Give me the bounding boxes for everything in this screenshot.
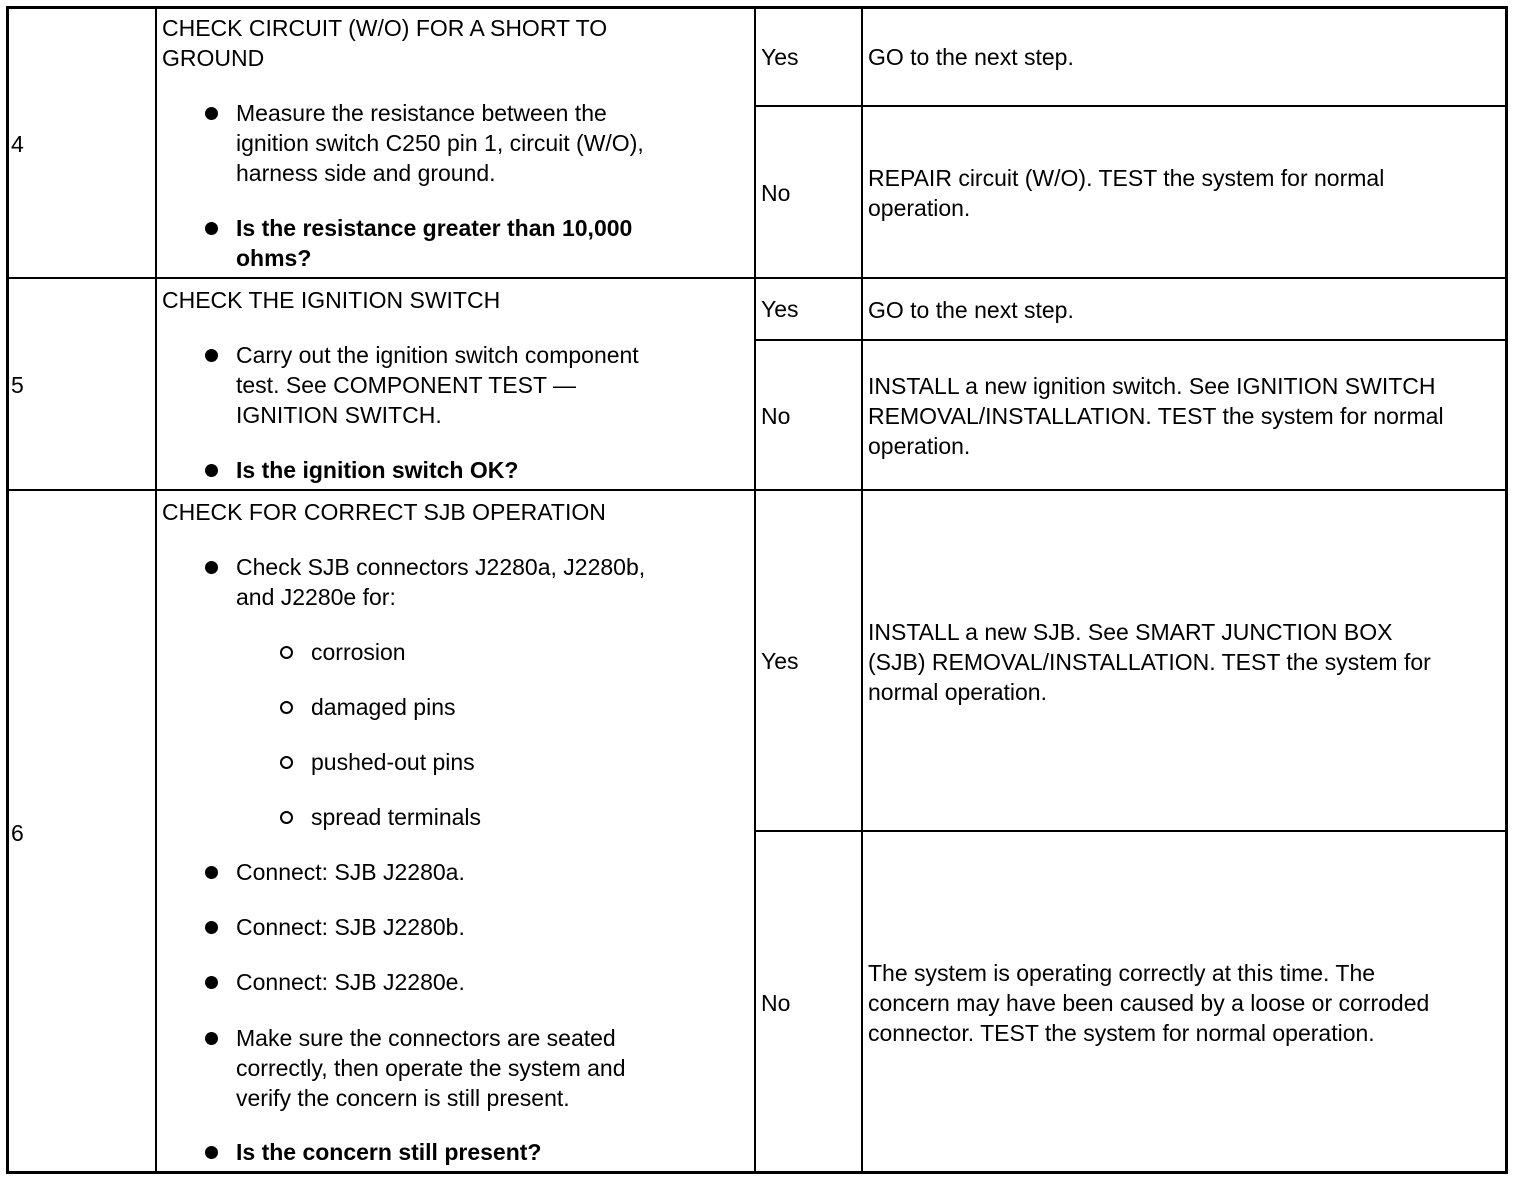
step-number: 4 — [11, 131, 24, 157]
bullet-icon — [205, 464, 218, 477]
instruction-text: ignition switch C250 pin 1, circuit (W/O), — [236, 130, 644, 156]
column-divider — [861, 6, 863, 1174]
sub-bullet-icon — [280, 646, 293, 659]
row-divider — [6, 489, 1508, 491]
sub-bullet-icon — [280, 811, 293, 824]
step-number: 5 — [11, 372, 24, 398]
result-action: INSTALL a new ignition switch. See IGNITION SWITCH — [868, 373, 1436, 399]
result-divider — [754, 339, 1508, 341]
bullet-icon — [205, 107, 218, 120]
bullet-icon — [205, 1146, 218, 1159]
question-text: Is the concern still present? — [236, 1139, 542, 1165]
result-action: operation. — [868, 195, 971, 221]
sub-item-text: corrosion — [311, 639, 406, 665]
result-answer: No — [761, 990, 791, 1016]
sub-item-text: pushed-out pins — [311, 749, 475, 775]
instruction-text: Measure the resistance between the — [236, 100, 607, 126]
instruction-text: Carry out the ignition switch component — [236, 342, 639, 368]
bullet-icon — [205, 561, 218, 574]
bullet-icon — [205, 349, 218, 362]
result-action: connector. TEST the system for normal operation. — [868, 1020, 1375, 1046]
result-answer: No — [761, 403, 791, 429]
result-action: The system is operating correctly at this time. The — [868, 960, 1376, 986]
step-number: 6 — [11, 820, 24, 846]
question-text: ohms? — [236, 245, 312, 271]
sub-item-text: damaged pins — [311, 694, 456, 720]
result-answer: No — [761, 180, 791, 206]
step-title: CHECK FOR CORRECT SJB OPERATION — [162, 499, 606, 525]
question-text: Is the resistance greater than 10,000 — [236, 215, 633, 241]
result-action: normal operation. — [868, 679, 1047, 705]
column-divider — [155, 6, 157, 1174]
instruction-text: Connect: SJB J2280b. — [236, 914, 465, 940]
sub-item-text: spread terminals — [311, 804, 482, 830]
instruction-text: Connect: SJB J2280e. — [236, 969, 465, 995]
result-action: concern may have been caused by a loose or corroded — [868, 990, 1430, 1016]
result-answer: Yes — [761, 296, 799, 322]
result-action: GO to the next step. — [868, 297, 1074, 323]
result-divider — [754, 105, 1508, 107]
result-action: GO to the next step. — [868, 44, 1074, 70]
result-answer: Yes — [761, 648, 799, 674]
step-title: CHECK THE IGNITION SWITCH — [162, 287, 501, 313]
bullet-icon — [205, 866, 218, 879]
step-title: GROUND — [162, 45, 265, 71]
result-action: operation. — [868, 433, 971, 459]
instruction-text: verify the concern is still present. — [236, 1085, 570, 1111]
row-divider — [6, 277, 1508, 279]
instruction-text: Connect: SJB J2280a. — [236, 859, 465, 885]
result-action: REPAIR circuit (W/O). TEST the system for normal — [868, 165, 1385, 191]
result-action: INSTALL a new SJB. See SMART JUNCTION BOX — [868, 619, 1393, 645]
sub-bullet-icon — [280, 756, 293, 769]
result-answer: Yes — [761, 44, 799, 70]
question-text: Is the ignition switch OK? — [236, 457, 519, 483]
instruction-text: Make sure the connectors are seated — [236, 1025, 616, 1051]
instruction-text: test. See COMPONENT TEST — — [236, 372, 576, 398]
column-divider — [754, 6, 756, 1174]
instruction-text: IGNITION SWITCH. — [236, 402, 442, 428]
instruction-text: correctly, then operate the system and — [236, 1055, 626, 1081]
result-divider — [754, 830, 1508, 832]
instruction-text: Check SJB connectors J2280a, J2280b, — [236, 554, 646, 580]
bullet-icon — [205, 976, 218, 989]
sub-bullet-icon — [280, 701, 293, 714]
step-title: CHECK CIRCUIT (W/O) FOR A SHORT TO — [162, 15, 608, 41]
instruction-text: harness side and ground. — [236, 160, 496, 186]
bullet-icon — [205, 222, 218, 235]
result-action: REMOVAL/INSTALLATION. TEST the system for normal — [868, 403, 1444, 429]
bullet-icon — [205, 1032, 218, 1045]
result-action: (SJB) REMOVAL/INSTALLATION. TEST the system for — [868, 649, 1431, 675]
bullet-icon — [205, 921, 218, 934]
instruction-text: and J2280e for: — [236, 584, 396, 610]
